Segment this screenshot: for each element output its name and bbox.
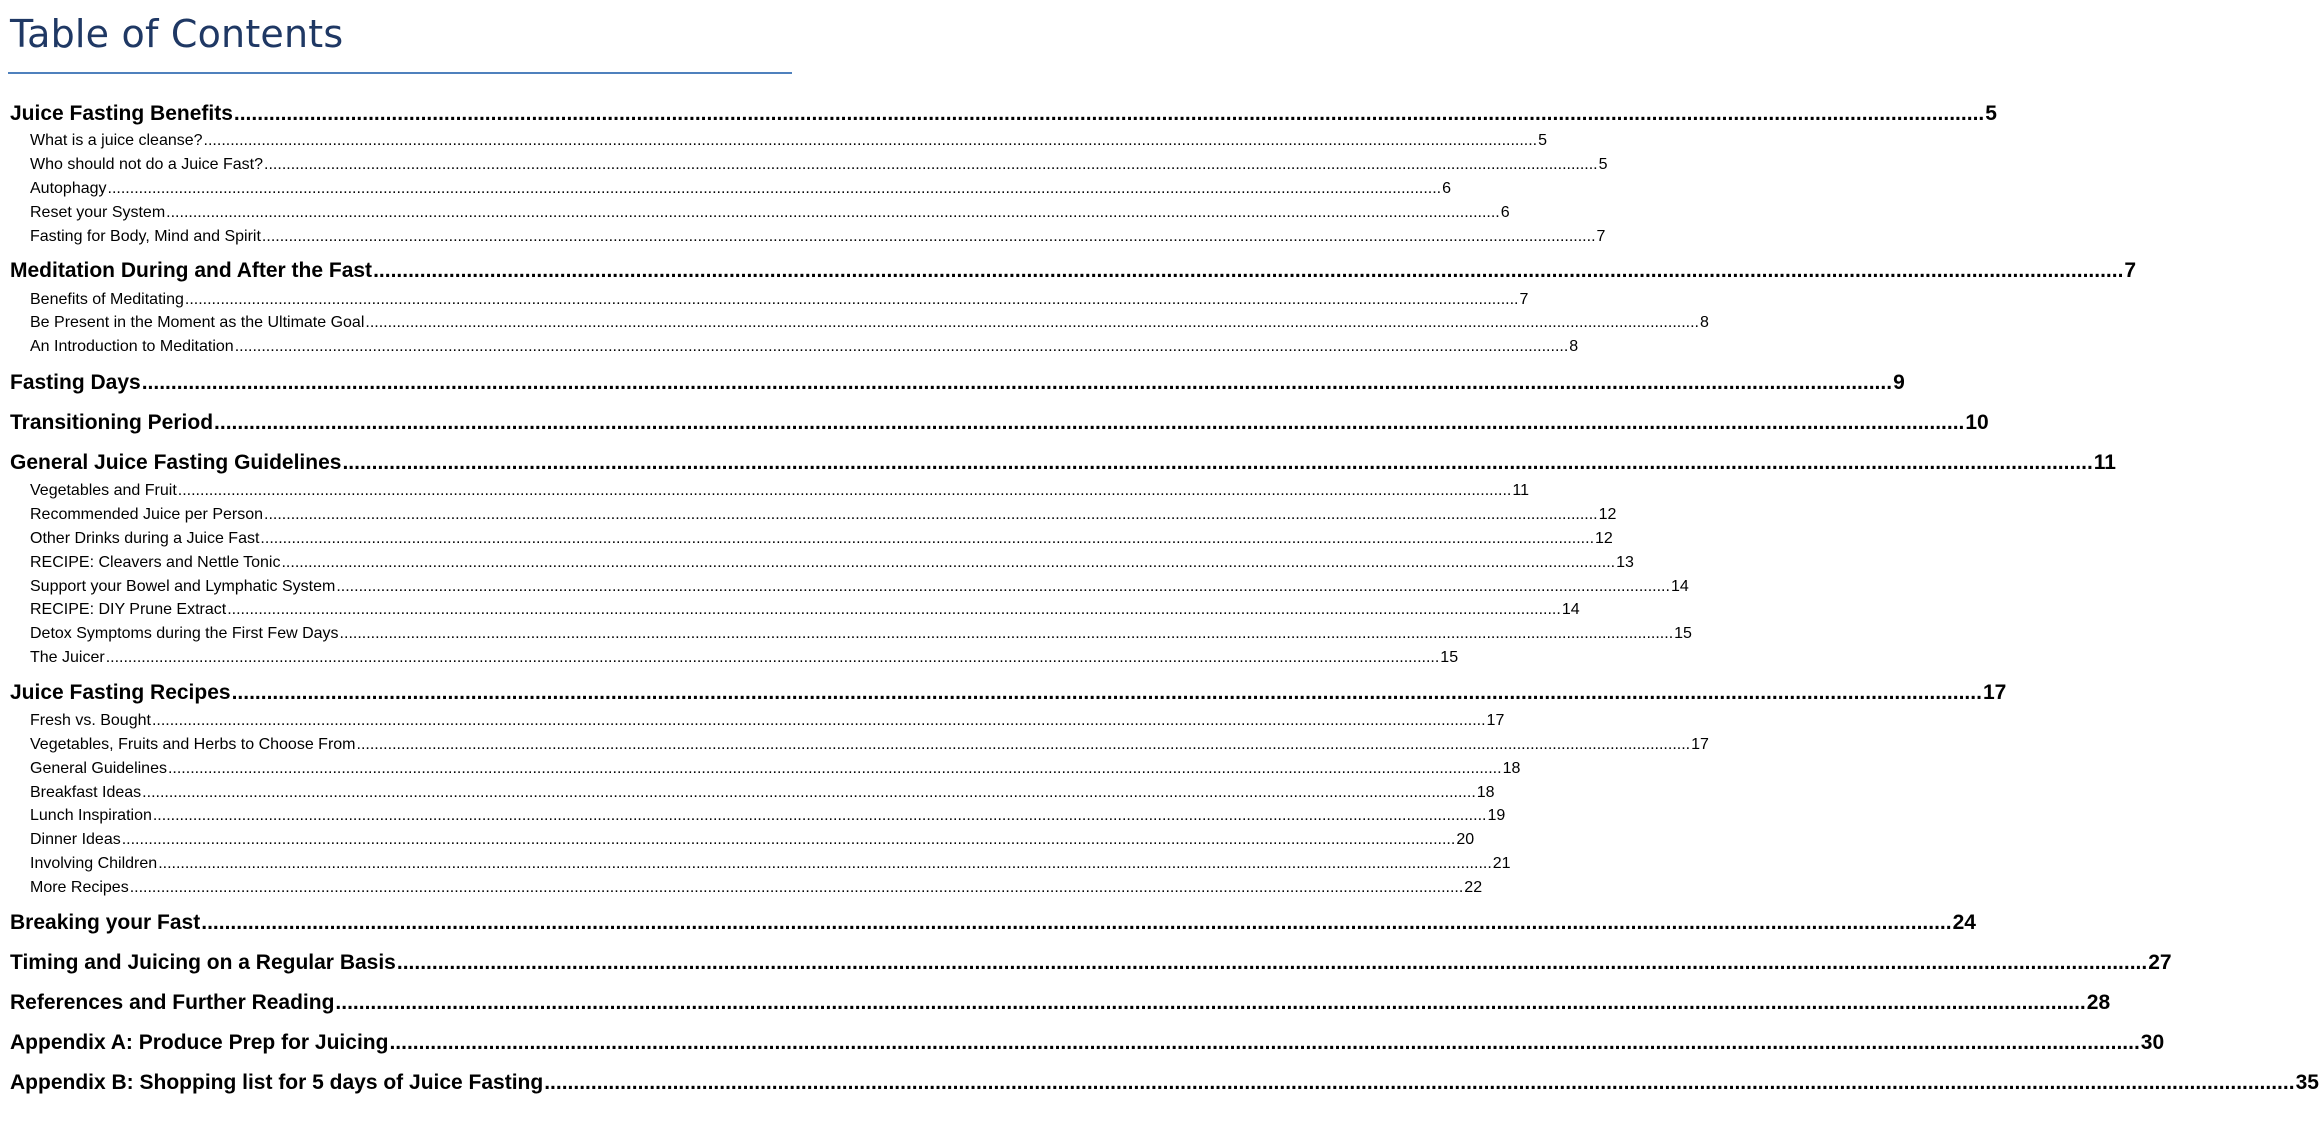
toc-page-number: 7: [1519, 291, 1529, 308]
dot-leader: ............................................................................................................................................................................................................................................................................................................: [151, 712, 1486, 729]
toc-entry-label: Autophagy: [30, 180, 107, 197]
toc-page-number: 18: [1502, 760, 1521, 777]
dot-leader: ............................................................................................................................................................................................................................................................................................................: [264, 506, 1598, 523]
dot-leader: ............................................................................................................................................................................................................................................................................................................: [336, 578, 1670, 595]
toc-page-number: 5: [1985, 102, 1997, 125]
dot-leader: ............................................................................................................................................................................................................................................................................................................: [396, 951, 2148, 974]
dot-leader: ............................................................................................................................................................................................................................................................................................................: [260, 530, 1595, 547]
toc-page-number: 7: [2124, 259, 2137, 282]
toc-subentry[interactable]: [30, 625, 1692, 643]
toc-entry-label: Recommended Juice per Person: [30, 506, 264, 523]
dot-leader: ............................................................................................................................................................................................................................................................................................................: [339, 625, 1674, 642]
toc-page-number: 18: [1476, 784, 1495, 801]
toc-subentry[interactable]: [30, 530, 1613, 548]
toc-subentry[interactable]: [30, 156, 1608, 174]
toc-page-number: 6: [1442, 180, 1452, 197]
toc-page-number: 22: [1464, 879, 1483, 896]
toc-heading-entry[interactable]: [10, 411, 1989, 435]
toc-page-number: 10: [1965, 411, 1989, 434]
toc-subentry[interactable]: [30, 649, 1459, 667]
dot-leader: ............................................................................................................................................................................................................................................................................................................: [201, 911, 1952, 934]
toc-page-number: 30: [2140, 1031, 2165, 1054]
toc-page-number: 13: [1616, 554, 1634, 571]
toc-subentry[interactable]: [30, 784, 1495, 802]
dot-leader: ............................................................................................................................................................................................................................................................................................................: [261, 228, 1596, 245]
dot-leader: ............................................................................................................................................................................................................................................................................................................: [141, 371, 1893, 394]
toc-subentry[interactable]: [30, 601, 1580, 619]
toc-page-number: 15: [1440, 649, 1459, 666]
toc-heading-entry[interactable]: [10, 451, 2116, 475]
dot-leader: ............................................................................................................................................................................................................................................................................................................: [342, 451, 2093, 474]
toc-page-number: 9: [1893, 371, 1905, 394]
toc-entry-label: Breaking your Fast: [10, 911, 201, 934]
toc-heading-entry[interactable]: [10, 951, 2172, 975]
toc-entry-label: Involving Children: [30, 855, 158, 872]
toc-subentry[interactable]: [30, 736, 1709, 754]
toc-subentry[interactable]: [30, 482, 1529, 500]
toc-page-number: 27: [2148, 951, 2172, 974]
toc-entry-label: Appendix B: Shopping list for 5 days of Juice Fasting: [10, 1071, 544, 1094]
dot-leader: ............................................................................................................................................................................................................................................................................................................: [166, 204, 1500, 221]
toc-entry-label: General Juice Fasting Guidelines: [10, 451, 342, 474]
toc-entry-label: Be Present in the Moment as the Ultimate Goal: [30, 314, 365, 331]
toc-subentry[interactable]: [30, 228, 1606, 246]
toc-entry-label: Reset your System: [30, 204, 166, 221]
dot-leader: ............................................................................................................................................................................................................................................................................................................: [544, 1071, 2295, 1094]
toc-page-number: 12: [1598, 506, 1617, 523]
dot-leader: ............................................................................................................................................................................................................................................................................................................: [129, 879, 1464, 896]
toc-page-number: 28: [2086, 991, 2111, 1014]
toc-subentry[interactable]: [30, 807, 1506, 825]
toc-page-number: 21: [1492, 855, 1511, 872]
toc-entry-label: General Guidelines: [30, 760, 167, 777]
toc-subentry[interactable]: [30, 760, 1521, 778]
dot-leader: ............................................................................................................................................................................................................................................................................................................: [264, 156, 1598, 173]
toc-entry-label: Support your Bowel and Lymphatic System: [30, 578, 336, 595]
toc-entry-label: Appendix A: Produce Prep for Juicing: [10, 1031, 389, 1054]
toc-entry-label: Vegetables, Fruits and Herbs to Choose From: [30, 736, 356, 753]
toc-page-number: 8: [1569, 338, 1579, 355]
toc-entry-label: Breakfast Ideas: [30, 784, 142, 801]
toc-subentry[interactable]: [30, 879, 1483, 897]
toc-entry-label: Other Drinks during a Juice Fast: [30, 530, 260, 547]
toc-page-number: 35: [2295, 1071, 2319, 1094]
toc-page-number: 17: [1691, 736, 1709, 753]
toc-subentry[interactable]: [30, 578, 1689, 596]
toc-heading-entry[interactable]: [10, 991, 2111, 1015]
toc-heading-entry[interactable]: [10, 911, 1976, 935]
toc-heading-entry[interactable]: [10, 681, 2007, 705]
toc-subentry[interactable]: [30, 554, 1634, 572]
dot-leader: ............................................................................................................................................................................................................................................................................................................: [105, 649, 1440, 666]
toc-page-number: 15: [1674, 625, 1692, 642]
toc-subentry[interactable]: [30, 204, 1510, 222]
dot-leader: ............................................................................................................................................................................................................................................................................................................: [227, 601, 1561, 618]
dot-leader: ............................................................................................................................................................................................................................................................................................................: [177, 482, 1512, 499]
toc-entry-label: Benefits of Meditating: [30, 291, 184, 308]
dot-leader: ............................................................................................................................................................................................................................................................................................................: [365, 314, 1699, 331]
toc-subentry[interactable]: [30, 855, 1511, 873]
dot-leader: ............................................................................................................................................................................................................................................................................................................: [389, 1031, 2140, 1054]
toc-page-number: 19: [1487, 807, 1506, 824]
toc-subentry[interactable]: [30, 132, 1548, 150]
toc-page-number: 17: [1982, 681, 2007, 704]
toc-page-number: 11: [2093, 451, 2116, 474]
toc-subentry[interactable]: [30, 338, 1579, 356]
toc-heading-entry[interactable]: [10, 1031, 2165, 1055]
toc-entry-label: More Recipes: [30, 879, 129, 896]
toc-entry-label: Dinner Ideas: [30, 831, 121, 848]
toc-page-number: 20: [1456, 831, 1475, 848]
toc-subentry[interactable]: [30, 180, 1452, 198]
toc-entry-label: An Introduction to Meditation: [30, 338, 234, 355]
dot-leader: ............................................................................................................................................................................................................................................................................................................: [107, 180, 1442, 197]
toc-entry-label: Meditation During and After the Fast: [10, 259, 373, 282]
dot-leader: ............................................................................................................................................................................................................................................................................................................: [142, 784, 1476, 801]
toc-heading-entry[interactable]: [10, 371, 1905, 395]
page-title: Table of Contents: [10, 12, 344, 56]
dot-leader: ............................................................................................................................................................................................................................................................................................................: [356, 736, 1691, 753]
toc-entry-label: Juice Fasting Recipes: [10, 681, 231, 704]
toc-entry-label: Vegetables and Fruit: [30, 482, 177, 499]
dot-leader: ............................................................................................................................................................................................................................................................................................................: [373, 259, 2124, 282]
toc-entry-label: RECIPE: DIY Prune Extract: [30, 601, 227, 618]
toc-entry-label: RECIPE: Cleavers and Nettle Tonic: [30, 554, 281, 571]
toc-page-number: 5: [1538, 132, 1548, 149]
dot-leader: ............................................................................................................................................................................................................................................................................................................: [335, 991, 2086, 1014]
toc-page-number: 7: [1596, 228, 1606, 245]
toc-subentry[interactable]: [30, 314, 1709, 332]
toc-entry-label: Fresh vs. Bought: [30, 712, 151, 729]
dot-leader: ............................................................................................................................................................................................................................................................................................................: [158, 855, 1492, 872]
dot-leader: ............................................................................................................................................................................................................................................................................................................: [152, 807, 1487, 824]
toc-subentry[interactable]: [30, 506, 1617, 524]
dot-leader: ............................................................................................................................................................................................................................................................................................................: [203, 132, 1538, 149]
dot-leader: ............................................................................................................................................................................................................................................................................................................: [167, 760, 1502, 777]
dot-leader: ............................................................................................................................................................................................................................................................................................................: [184, 291, 1519, 308]
toc-entry-label: Juice Fasting Benefits: [10, 102, 233, 125]
toc-page-number: 11: [1512, 482, 1529, 499]
toc-entry-label: Fasting for Body, Mind and Spirit: [30, 228, 261, 245]
toc-entry-label: Who should not do a Juice Fast?: [30, 156, 264, 173]
toc-page-number: 24: [1952, 911, 1976, 934]
toc-subentry[interactable]: [30, 831, 1475, 849]
toc-page-number: 12: [1595, 530, 1613, 547]
toc-entry-label: What is a juice cleanse?: [30, 132, 203, 149]
dot-leader: ............................................................................................................................................................................................................................................................................................................: [281, 554, 1616, 571]
dot-leader: ............................................................................................................................................................................................................................................................................................................: [233, 102, 1985, 125]
dot-leader: ............................................................................................................................................................................................................................................................................................................: [231, 681, 1982, 704]
toc-subentry[interactable]: [30, 712, 1505, 730]
dot-leader: ............................................................................................................................................................................................................................................................................................................: [214, 411, 1965, 434]
toc-entry-label: Timing and Juicing on a Regular Basis: [10, 951, 396, 974]
toc-page-number: 6: [1500, 204, 1510, 221]
toc-entry-label: Lunch Inspiration: [30, 807, 152, 824]
toc-entry-label: References and Further Reading: [10, 991, 335, 1014]
toc-entry-label: Detox Symptoms during the First Few Days: [30, 625, 339, 642]
dot-leader: ............................................................................................................................................................................................................................................................................................................: [121, 831, 1456, 848]
toc-entry-label: The Juicer: [30, 649, 105, 666]
toc-page-number: 14: [1561, 601, 1580, 618]
dot-leader: ............................................................................................................................................................................................................................................................................................................: [234, 338, 1569, 355]
toc-page-number: 17: [1486, 712, 1505, 729]
toc-entry-label: Fasting Days: [10, 371, 141, 394]
toc-heading-entry[interactable]: [10, 1071, 2319, 1095]
toc-entry-label: Transitioning Period: [10, 411, 214, 434]
toc-heading-entry[interactable]: [10, 259, 2137, 283]
toc-subentry[interactable]: [30, 291, 1529, 309]
toc-heading-entry[interactable]: [10, 102, 1997, 126]
toc-page-number: 14: [1670, 578, 1689, 595]
toc-page-number: 8: [1699, 314, 1709, 331]
toc-page-number: 5: [1598, 156, 1608, 173]
